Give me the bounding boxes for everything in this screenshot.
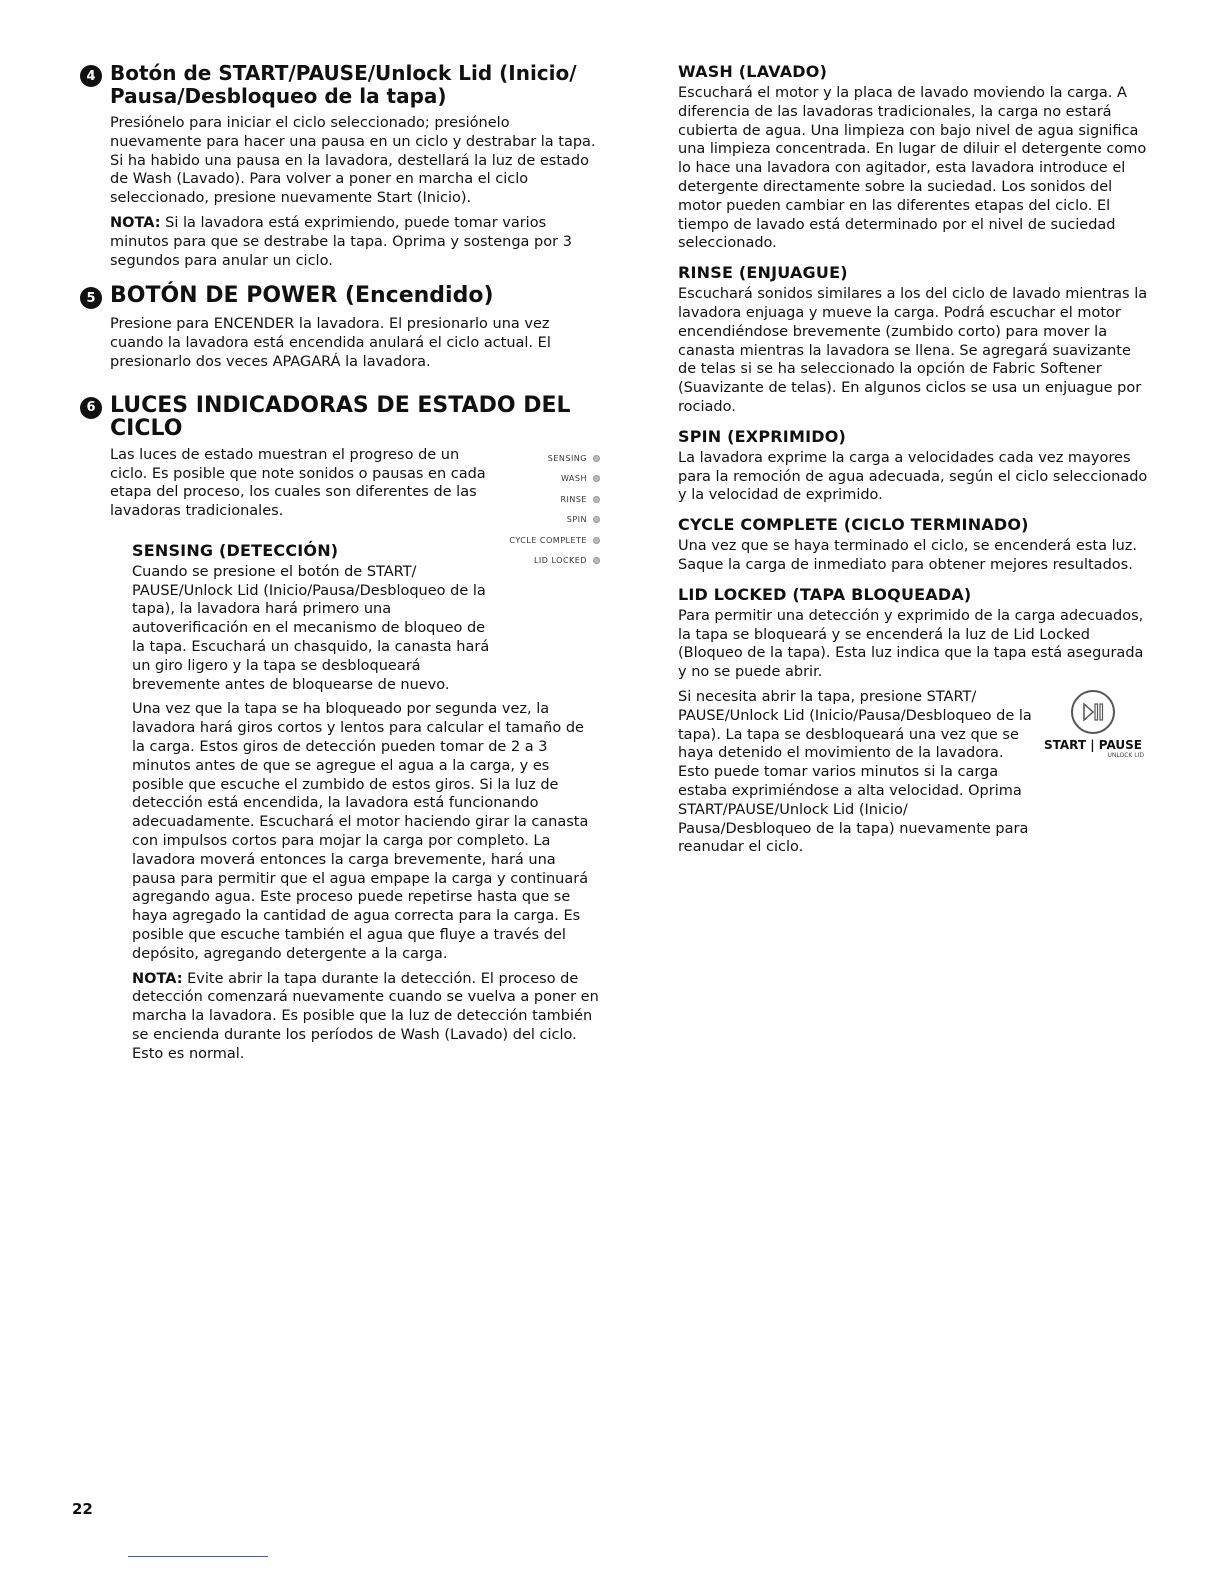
rinse-body: Escuchará sonidos similares a los del ciclo de lavado mientras la lavadora enjuaga y mueve la carga. Podrá escuchar el motor encendiéndose brevemente (zumbido corto) para mover la canasta mientras la lavadora se llena. Se agregará suavizante de telas si se ha seleccionado la opción de Fabric Softener (Suavizante de telas). En algunos ciclos se usa un enjuague por rociado. xyxy=(678,286,1148,415)
section-number-4: 4 xyxy=(80,65,102,87)
left-column xyxy=(80,62,600,1069)
status-light: RINSE xyxy=(560,489,600,510)
sensing-p2: Una vez que la tapa se ha bloqueado por segunda vez, la lavadora hará giros cortos y lentos para calcular el tamaño de la carga. Estos giros de detección pueden tomar de 2 a 3 minutos antes de que se agregue el agua a la carga, y es posible que escuche el zumbido de estos giros. Si la luz de detección está encendida, la lavadora está funcionando adecuadamente. Escuchará el motor haciendo girar la canasta con impulsos cortos para mojar la carga por completo. La lavadora moverá entonces la carga brevemente, hará una pausa para permitir que el agua empape la carga y continuará agregando agua. Este proceso puede repetirse hasta que se haya agregado la cantidad de agua correcta para la carga. Es posible que escuche también el agua que fluye a través del depósito, agregando detergente a la carga. xyxy=(132,701,589,962)
wash-body: Escuchará el motor y la placa de lavado moviendo la carga. A diferencia de las lavadoras tradicionales, la carga no estará cubierta de agua. Una limpieza con bajo nivel de agua significa una limpieza concentrada. En lugar de diluir el detergente como lo hace una lavadora con agitador, esta lavadora introduce el detergente directamente sobre la suciedad. Los sonidos del motor pueden cambiar en las diferentes etapas del ciclo. El tiempo de lavado está determinado por el nivel de suciedad seleccionado. xyxy=(678,85,1147,252)
section-status-lights xyxy=(80,394,600,1064)
note-text: Si la lavadora está exprimiendo, puede tomar varios minutos para que se destrabe la tapa. Oprima y sostenga por 3 segundos para anular un ciclo. xyxy=(110,214,572,269)
note-label: NOTA: xyxy=(132,970,183,987)
status-light-dot-icon xyxy=(593,516,600,523)
note-label: NOTA: xyxy=(110,214,161,231)
section-intro: Las luces de estado muestran el progreso de un ciclo. Es posible que note sonidos o pausas en cada etapa del proceso, los cuales son diferentes de las lavadoras tradicionales. xyxy=(110,446,486,520)
status-light-dot-icon xyxy=(593,496,600,503)
divider xyxy=(128,1556,268,1557)
status-light: SPIN xyxy=(567,509,600,530)
section-power xyxy=(80,284,600,371)
status-lights-panel xyxy=(490,446,600,571)
status-light: LID LOCKED xyxy=(534,550,600,571)
status-light: SENSING xyxy=(548,448,600,469)
section-number-6: 6 xyxy=(80,397,102,419)
note xyxy=(132,970,600,1064)
note xyxy=(110,214,600,270)
rinse-title: RINSE (ENJUAGUE) xyxy=(678,263,848,283)
status-light: WASH xyxy=(561,468,600,489)
status-light-dot-icon xyxy=(593,537,600,544)
subsection-title: SENSING (DETECCIÓN) xyxy=(132,540,339,560)
note-text: Evite abrir la tapa durante la detección. El proceso de detección comenzará nuevamente cuando se vuelva a poner en marcha la lavadora. Es posible que la luz de detección también se encienda durante los períodos de Wash (Lavado) del ciclo. Esto es normal. xyxy=(132,970,599,1062)
section-body: Presione para ENCENDER la lavadora. El presionarlo una vez cuando la lavadora está encendida anulará el ciclo actual. El presionarlo dos veces APAGARÁ la lavadora. xyxy=(110,316,551,370)
right-column xyxy=(678,62,1148,863)
status-light-dot-icon xyxy=(593,557,600,564)
status-light-dot-icon xyxy=(593,475,600,482)
spin-body: La lavadora exprime la carga a velocidades cada vez mayores para la remoción de agua adecuada, según el ciclo seleccionado y la velocidad de exprimido. xyxy=(678,449,1148,504)
cycle-complete-body: Una vez que se haya terminado el ciclo, se encenderá esta luz. Saque la carga de inmediato para obtener mejores resultados. xyxy=(678,538,1138,573)
play-pause-icon xyxy=(1071,690,1115,734)
section-title: LUCES INDICADORAS DE ESTADO DEL CICLO xyxy=(110,392,571,441)
section-number-5: 5 xyxy=(80,287,102,309)
lid-unlock-instructions: Si necesita abrir la tapa, presione START/ PAUSE/Unlock Lid (Inicio/Pausa/Desbloqueo de la tapa). La tapa se desbloqueará una vez que se haya detenido el movimiento de la lavadora. Esto puede tomar varios minutos si la carga estaba exprimiéndose a alta velocidad. Oprima START/PAUSE/Unlock Lid (Inicio/ Pausa/Desbloqueo de la tapa) nuevamente para reanudar el ciclo. xyxy=(678,688,1032,856)
start-pause-label: START | PAUSE xyxy=(1043,737,1142,752)
status-light-dot-icon xyxy=(593,455,600,462)
section-body: Presiónelo para iniciar el ciclo seleccionado; presiónelo nuevamente para hacer una pausa en un ciclo y destrabar la tapa. Si ha habido una pausa en la lavadora, destellará la luz de estado de Wash (Lavado). Para volver a poner en marcha el ciclo seleccionado, presione nuevamente Start (Inicio). xyxy=(110,115,596,207)
section-start-pause xyxy=(80,62,600,270)
section-title: BOTÓN DE POWER (Encendido) xyxy=(110,283,494,309)
start-pause-button-figure xyxy=(1038,688,1148,863)
wash-title: WASH (LAVADO) xyxy=(678,62,828,81)
cycle-complete-title: CYCLE COMPLETE (CICLO TERMINADO) xyxy=(678,515,1029,535)
section-title: Botón de START/PAUSE/Unlock Lid (Inicio/ Pausa/Desbloqueo de la tapa) xyxy=(110,61,577,108)
lid-locked-body: Para permitir una detección y exprimido de la carga adecuados, la tapa se bloqueará y se encenderá la luz de Lid Locked (Bloqueo de la tapa). Esta luz indica que la tapa está asegurada y no se puede abrir. xyxy=(678,607,1144,681)
lid-locked-title: LID LOCKED (TAPA BLOQUEADA) xyxy=(678,584,972,604)
spin-title: SPIN (EXPRIMIDO) xyxy=(678,426,847,446)
status-light: CYCLE COMPLETE xyxy=(509,530,600,551)
page-number: 22 xyxy=(72,1500,93,1518)
unlock-lid-label: UNLOCK LID xyxy=(1107,751,1144,759)
sensing-p1: Cuando se presione el botón de START/ PAUSE/Unlock Lid (Inicio/Pausa/Desbloqueo de la tapa), la lavadora hará primero una autoverificación en el mecanismo de bloqueo de la tapa. Escuchará un chasquido, la canasta hará un giro ligero y la tapa se desbloqueará brevemente antes de bloquearse de nuevo. xyxy=(132,563,490,693)
